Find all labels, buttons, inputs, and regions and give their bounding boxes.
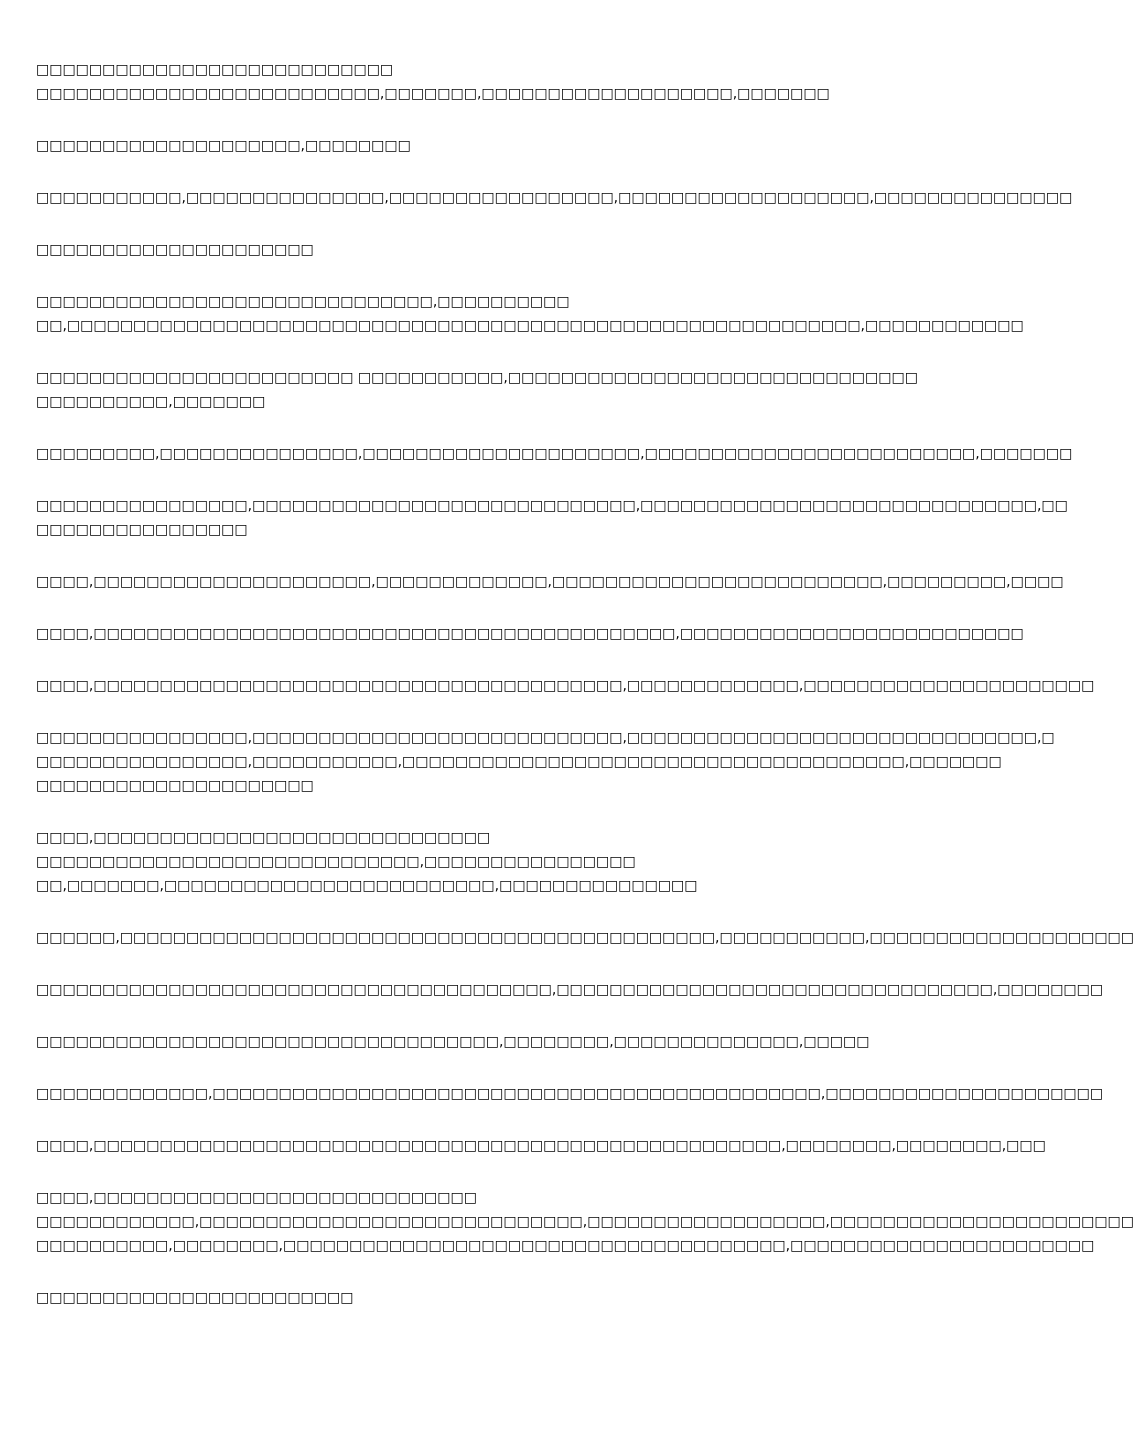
paragraph <box>36 1136 1046 1160</box>
paragraph <box>36 728 1055 800</box>
paragraph <box>36 496 1068 544</box>
paragraph <box>36 292 1024 340</box>
text-line: □□□□,□□□□□□□□□□□□□□□□□□□□□□□□□□□□□□ <box>36 830 491 846</box>
text-line: □□□□,□□□□□□□□□□□□□□□□□□□□□□□□□□□□□□□□□□□□□□□□□□□□,□□□□□□□□□□□□□□□□□□□□□□□□□□ <box>36 626 1024 642</box>
text-line: □□□□□□,□□□□□□□□□□□□□□□□□□□□□□□□□□□□□□□□□□□□□□□□□□□□□,□□□□□□□□□□□,□□□□□□□□□□□□□□□□□□□□ <box>36 930 1134 946</box>
paragraph <box>36 928 1134 952</box>
document-body <box>36 60 1134 1340</box>
text-line: □□□□□□□□□□□□□□□□□□□□□□□□□□,□□□□□□□,□□□□□□□□□□□□□□□□□□□,□□□□□□□ <box>36 86 830 102</box>
text-line: □□□□□□□□□□,□□□□□□□ <box>36 394 266 410</box>
text-line: □□□□□□□□□□□□□□□□□□□□□ <box>36 778 314 794</box>
text-line: □□□□,□□□□□□□□□□□□□□□□□□□□□□□□□□□□□□□□□□□□□□□□,□□□□□□□□□□□□□,□□□□□□□□□□□□□□□□□□□□□□ <box>36 678 1095 694</box>
paragraph <box>36 676 1095 700</box>
text-line: □□□□□□□□□□□□□□□□□□□□□□□□ □□□□□□□□□□□,□□□□□□□□□□□□□□□□□□□□□□□□□□□□□□□ <box>36 370 918 386</box>
text-line: □□□□□□□□□□□□□□□□,□□□□□□□□□□□□□□□□□□□□□□□□□□□□,□□□□□□□□□□□□□□□□□□□□□□□□□□□□□□□,□ <box>36 730 1055 746</box>
text-line: □□□□,□□□□□□□□□□□□□□□□□□□□□□□□□□□□□□□□□□□□□□□□□□□□□□□□□□□□,□□□□□□□□,□□□□□□□□,□□□ <box>36 1138 1046 1154</box>
paragraph <box>36 136 990 160</box>
paragraph <box>36 444 1073 468</box>
text-line: □□□□□□□□□□□□□□□□□□□□,□□□□□□□□ <box>36 138 411 154</box>
paragraph <box>36 1032 990 1056</box>
text-line: □□□□,□□□□□□□□□□□□□□□□□□□□□,□□□□□□□□□□□□□,□□□□□□□□□□□□□□□□□□□□□□□□□,□□□□□□□□□,□□□□ <box>36 574 1064 590</box>
text-line: □□□□□□□□□□□□□□□□□□□□□□□□□□□□□□□□□□□□□□□,□□□□□□□□□□□□□□□□□□□□□□□□□□□□□□□□□,□□□□□□□□ <box>36 982 1104 998</box>
paragraph <box>36 240 990 264</box>
text-line: □□□□,□□□□□□□□□□□□□□□□□□□□□□□□□□□□□ <box>36 1190 477 1206</box>
paragraph <box>36 828 990 900</box>
text-line: □□□□□□□□□□□□□□□□□□□□□□□□ <box>36 1290 354 1306</box>
paragraph <box>36 1288 990 1312</box>
paragraph <box>36 188 1073 212</box>
text-line: □□□□□□□□□□□,□□□□□□□□□□□□□□□,□□□□□□□□□□□□□□□□□,□□□□□□□□□□□□□□□□□□□,□□□□□□□□□□□□□□□ <box>36 190 1073 206</box>
text-line: □□□□□□□□□□□□□□□□□□□□□□□□□□□□□□,□□□□□□□□□□ <box>36 294 570 310</box>
paragraph <box>36 980 1104 1004</box>
text-line: □□□□□□□□□□□□□□□□,□□□□□□□□□□□□□□□□□□□□□□□□□□□□□,□□□□□□□□□□□□□□□□□□□□□□□□□□□□□□,□□ <box>36 498 1068 514</box>
text-line: □□□□□□□□□□□□□,□□□□□□□□□□□□□□□□□□□□□□□□□□□□□□□□□□□□□□□□□□□□□□,□□□□□□□□□□□□□□□□□□□□□ <box>36 1086 1104 1102</box>
paragraph <box>36 572 1064 596</box>
text-line: □□□□□□□□□□□□□□□□□□□□□□□□□□□□□,□□□□□□□□□□□□□□□□ <box>36 854 636 870</box>
text-line: □□□□□□□□□□□□,□□□□□□□□□□□□□□□□□□□□□□□□□□□□□,□□□□□□□□□□□□□□□□□□,□□□□□□□□□□□□□□□□□□□□□□□ <box>36 1214 1134 1230</box>
text-line: □□□□□□□□□□□□□□□□□□□□□ <box>36 242 314 258</box>
text-line: □□,□□□□□□□□□□□□□□□□□□□□□□□□□□□□□□□□□□□□□□□□□□□□□□□□□□□□□□□□□□□□,□□□□□□□□□□□□ <box>36 318 1024 334</box>
paragraph <box>36 1188 1134 1260</box>
text-line: □□,□□□□□□□,□□□□□□□□□□□□□□□□□□□□□□□□□,□□□□□□□□□□□□□□□ <box>36 878 698 894</box>
text-line: □□□□□□□□□□□□□□□□ <box>36 522 248 538</box>
text-line: □□□□□□□□□□□□□□□□,□□□□□□□□□□□,□□□□□□□□□□□□□□□□□□□□□□□□□□□□□□□□□□□□□□,□□□□□□□ <box>36 754 1002 770</box>
text-line: □□□□□□□□□□□□□□□□□□□□□□□□□□□ <box>36 62 394 78</box>
text-line: □□□□□□□□□□□□□□□□□□□□□□□□□□□□□□□□□□□,□□□□□□□□,□□□□□□□□□□□□□□,□□□□□ <box>36 1034 870 1050</box>
paragraph <box>36 1084 1104 1108</box>
paragraph <box>36 368 990 416</box>
text-line: □□□□□□□□□,□□□□□□□□□□□□□□□,□□□□□□□□□□□□□□□□□□□□□,□□□□□□□□□□□□□□□□□□□□□□□□□,□□□□□□□ <box>36 446 1073 462</box>
text-line: □□□□□□□□□□,□□□□□□□□,□□□□□□□□□□□□□□□□□□□□□□□□□□□□□□□□□□□□□□,□□□□□□□□□□□□□□□□□□□□□□□ <box>36 1238 1095 1254</box>
paragraph <box>36 624 1024 648</box>
paragraph <box>36 60 990 108</box>
